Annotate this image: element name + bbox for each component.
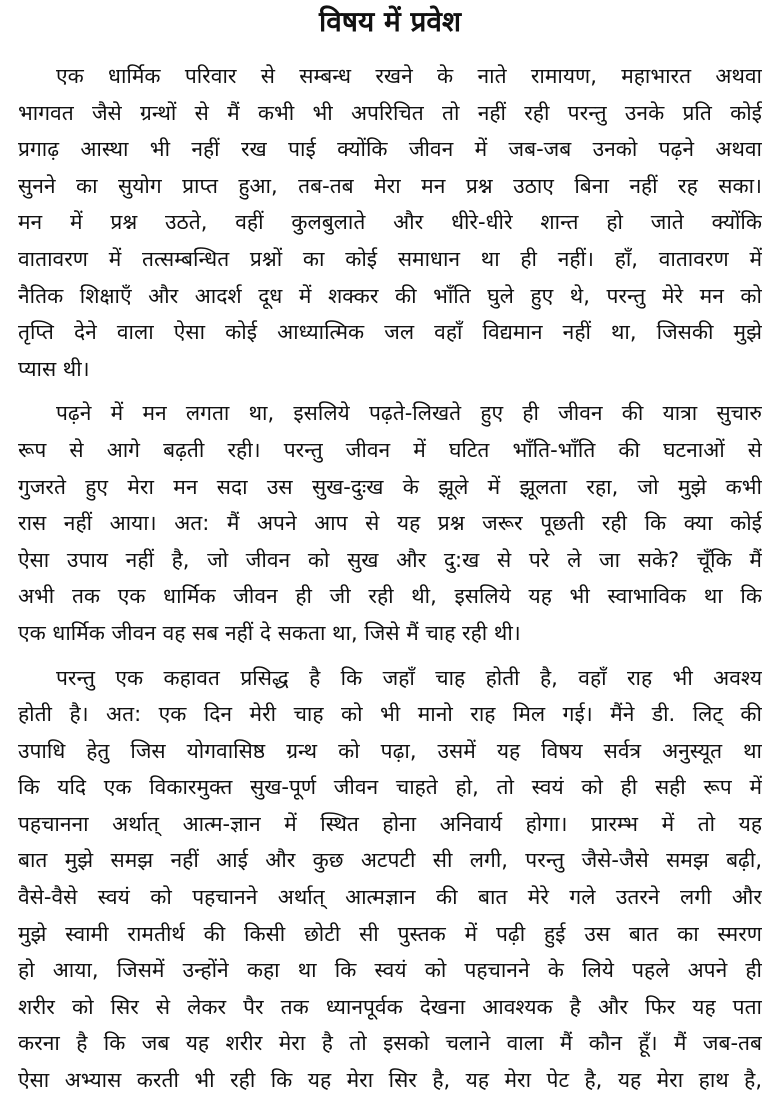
text-line: पढ़ने में मन लगता था, इसलिये पढ़ते-लिखते हुए ही जीवन की यात्रा सुचारु: [56, 401, 762, 426]
text-line: मन में प्रश्न उठते, वहीं कुलबुलाते और धीरे-धीरे शान्त हो जाते क्योंकि: [18, 210, 762, 235]
text-line: प्रगाढ़ आस्था भी नहीं रख पाई क्योंकि जीवन में जब-जब उनको पढ़ने अथवा: [18, 137, 762, 162]
text-line: कि यदि एक विकारमुक्त सुख-पूर्ण जीवन चाहते हो, तो स्वयं को ही सही रूप में: [18, 775, 762, 800]
text-line: वैसे-वैसे स्वयं को पहचानने अर्थात् आत्मज्ञान की बात मेरे गले उतरने लगी और: [18, 885, 762, 910]
text-line: पहचानना अर्थात् आत्म-ज्ञान में स्थित होना अनिवार्य होगा। प्रारम्भ में तो यह: [18, 811, 762, 836]
text-line: होती है। अत: एक दिन मेरी चाह को भी मानो राह मिल गई। मैंने डी. लिट् की: [18, 702, 762, 727]
text-line: बात मुझे समझ नहीं आई और कुछ अटपटी सी लगी, परन्तु जैसे-जैसे समझ बढ़ी,: [18, 848, 762, 873]
page-title: विषय में प्रवेश: [318, 5, 462, 38]
text-line: मुझे स्वामी रामतीर्थ की किसी छोटी सी पुस्तक में पढ़ी हुई उस बात का स्मरण: [18, 921, 762, 946]
text-line: ऐसा उपाय नहीं है, जो जीवन को सुख और दु:ख से परे ले जा सके? चूँकि मैं: [18, 547, 762, 572]
text-line: रास नहीं आया। अत: मैं अपने आप से यह प्रश्न जरूर पूछती रही कि क्या कोई: [18, 511, 762, 536]
text-line: हो आया, जिसमें उन्होंने कहा था कि स्वयं को पहचानने के लिये पहले अपने ही: [18, 958, 762, 983]
text-line: तृप्ति देने वाला ऐसा कोई आध्यात्मिक जल वहाँ विद्यमान नहीं था, जिसकी मुझे: [18, 320, 762, 345]
text-line: शरीर को सिर से लेकर पैर तक ध्यानपूर्वक देखना आवश्यक है और फिर यह पता: [18, 994, 762, 1019]
text-line: करना है कि जब यह शरीर मेरा है तो इसको चलाने वाला मैं कौन हूँ। मैं जब-तब: [18, 1031, 762, 1056]
paragraph-1: [18, 58, 762, 387]
text-line: भागवत जैसे ग्रन्थों से मैं कभी भी अपरिचित तो नहीं रही परन्तु उनके प्रति कोई: [18, 100, 762, 125]
text-line: अभी तक एक धार्मिक जीवन ही जी रही थी, इसलिये यह भी स्वाभाविक था कि: [18, 584, 762, 609]
text-line: एक धार्मिक परिवार से सम्बन्ध रखने के नाते रामायण, महाभारत अथवा: [56, 64, 762, 88]
text-line: सुनने का सुयोग प्राप्त हुआ, तब-तब मेरा मन प्रश्न उठाए बिना नहीं रह सका।: [18, 173, 762, 198]
text-line: नैतिक शिक्षाएँ और आदर्श दूध में शक्कर की भाँति घुले हुए थे, परन्तु मेरे मन को: [18, 283, 762, 308]
text-line: ऐसा अभ्यास करती भी रही कि यह मेरा सिर है, यह मेरा पेट है, यह मेरा हाथ है,: [18, 1068, 762, 1093]
text-line: एक धार्मिक जीवन वह सब नहीं दे सकता था, जिसे मैं चाह रही थी।: [18, 620, 521, 645]
text-line: उपाधि हेतु जिस योगवासिष्ठ ग्रन्थ को पढ़ा, उसमें यह विषय सर्वत्र अनुस्यूत था: [18, 738, 762, 763]
document-body: [18, 58, 762, 1107]
text-line: परन्तु एक कहावत प्रसिद्ध है कि जहाँ चाह होती है, वहाँ राह भी अवश्य: [56, 665, 762, 690]
text-line: वातावरण में तत्सम्बन्धित प्रश्नों का कोई समाधान था ही नहीं। हाँ, वातावरण में: [18, 246, 762, 271]
text-line: गुजरते हुए मेरा मन सदा उस सुख-दुःख के झूले में झूलता रहा, जो मुझे कभी: [18, 474, 762, 499]
paragraph-3: [18, 660, 762, 1099]
text-line: रूप से आगे बढ़ती रही। परन्तु जीवन में घटित भाँति-भाँति की घटनाओं से: [18, 437, 762, 462]
paragraph-2: [18, 395, 762, 651]
text-line: प्यास थी।: [18, 356, 90, 381]
